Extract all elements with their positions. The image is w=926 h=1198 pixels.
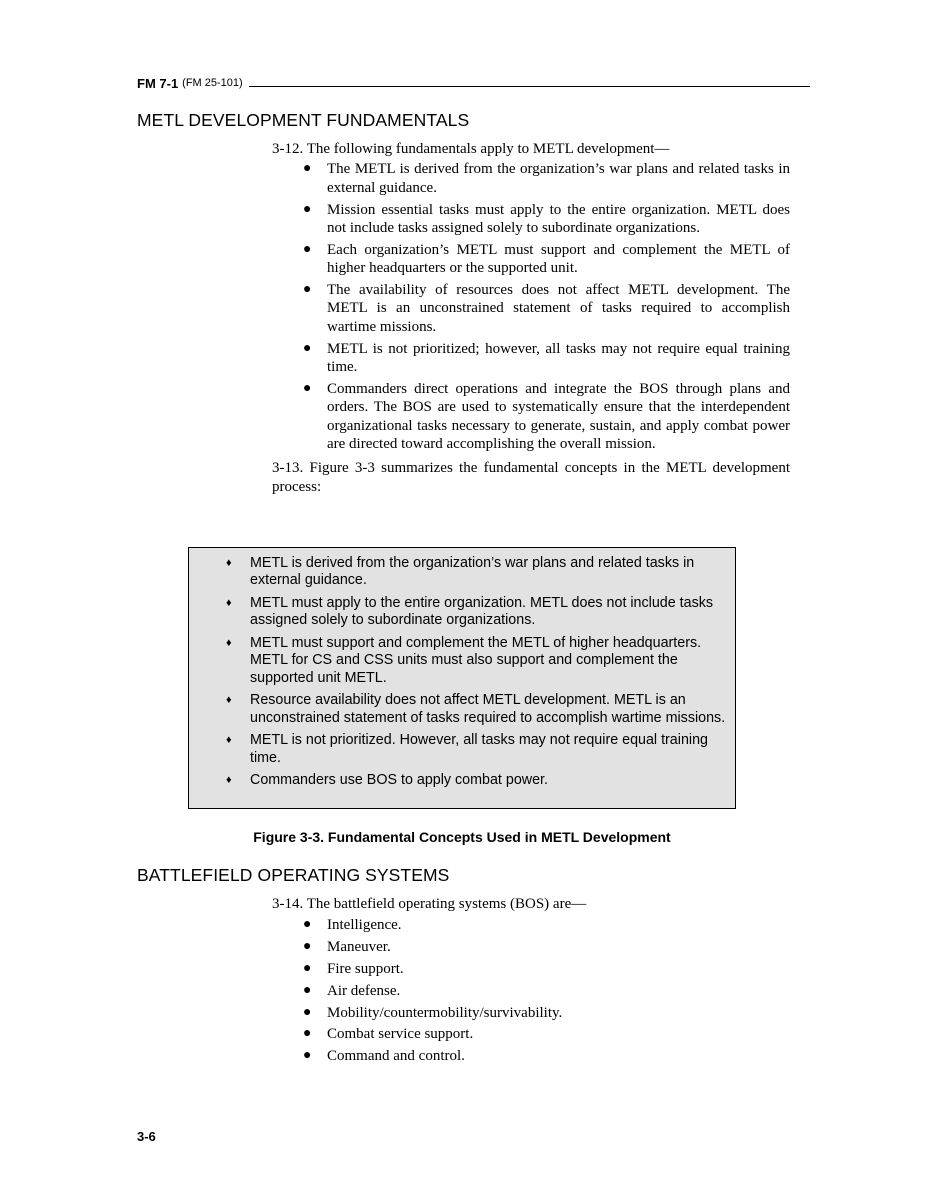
list-item: ♦ METL must apply to the entire organization. METL does not include tasks assigned solely to subordinate organizations. xyxy=(226,594,714,629)
bullet-icon: ● xyxy=(303,380,312,396)
list-item: ● Mobility/countermobility/survivability. xyxy=(303,1004,563,1021)
list-item: ● Each organization’s METL must support and complement the METL of higher headquarters or the supported unit. xyxy=(303,241,790,277)
list-item: ● Fire support. xyxy=(303,961,404,977)
header-manual-subtitle: (FM 25-101) xyxy=(182,77,243,89)
bullet-icon: ● xyxy=(303,1004,312,1020)
list-item: ● Commanders direct operations and integrate the BOS through plans and orders. The BOS are used to systematically ensure that the interdependent organizational tasks necessary to generate, sustain, and apply combat power are directed toward accomplishing the overall mission. xyxy=(303,380,790,453)
bullet-icon: ● xyxy=(303,282,312,298)
bullet-icon: ● xyxy=(303,939,312,955)
bullet-icon: ● xyxy=(303,982,312,998)
paragraph-3-14: 3-14. The battlefield operating systems (BOS) are— xyxy=(272,896,587,912)
running-header xyxy=(137,74,810,90)
bullet-icon: ● xyxy=(303,340,312,356)
diamond-bullet-icon: ♦ xyxy=(226,774,232,787)
section-heading-metl-development: METL DEVELOPMENT FUNDAMENTALS xyxy=(137,110,470,130)
list-item: ● The availability of resources does not affect METL development. The METL is an unconstrained statement of tasks required to accomplish wartime missions. xyxy=(303,282,790,335)
section-body-bos xyxy=(272,895,790,1069)
bullet-icon: ● xyxy=(303,1048,312,1064)
list-item: ● Mission essential tasks must apply to the entire organization. METL does not include tasks assigned solely to subordinate organizations. xyxy=(303,201,790,237)
figure-3-3-box xyxy=(188,547,736,809)
list-item: ♦ Resource availability does not affect METL development. METL is an unconstrained statement of tasks required to accomplish wartime missions. xyxy=(226,692,726,726)
section-heading-battlefield-operating-systems: BATTLEFIELD OPERATING SYSTEMS xyxy=(137,865,450,885)
section-body-metl-development xyxy=(272,140,790,496)
list-item: ♦ METL is not prioritized. However, all tasks may not require equal training time. xyxy=(226,732,708,766)
list-item: ♦ Commanders use BOS to apply combat power. xyxy=(226,772,548,789)
list-item: ● Maneuver. xyxy=(303,939,391,956)
diamond-bullet-icon: ♦ xyxy=(226,734,232,747)
bullet-icon: ● xyxy=(303,1026,312,1042)
figure-concepts-list xyxy=(189,555,735,790)
page-number: 3-6 xyxy=(137,1129,156,1144)
figure-caption: Figure 3-3. Fundamental Concepts Used in METL Development xyxy=(253,829,671,845)
bullet-icon: ● xyxy=(303,241,312,257)
header-manual-code: FM 7-1 xyxy=(137,76,179,91)
list-item: ♦ METL must support and complement the METL of higher headquarters. METL for CS and CSS units must also support and complement the supported unit METL. xyxy=(226,634,702,686)
diamond-bullet-icon: ♦ xyxy=(226,557,232,569)
paragraph-3-13: 3-13. Figure 3-3 summarizes the fundamental concepts in the METL development process: xyxy=(272,460,790,495)
bullet-icon: ● xyxy=(303,917,312,933)
bullet-icon: ● xyxy=(303,161,312,177)
diamond-bullet-icon: ♦ xyxy=(226,694,232,707)
diamond-bullet-icon: ♦ xyxy=(226,596,232,609)
list-item: ● Air defense. xyxy=(303,982,401,999)
diamond-bullet-icon: ♦ xyxy=(226,636,232,649)
list-item: ● The METL is derived from the organization’s war plans and related tasks in external guidance. xyxy=(303,161,790,196)
list-item: ♦ METL is derived from the organization’s war plans and related tasks in external guidance. xyxy=(226,555,695,589)
bullet-icon: ● xyxy=(303,201,312,217)
bullet-icon: ● xyxy=(303,961,312,976)
bullet-list-fundamentals xyxy=(272,160,790,453)
list-item: ● Intelligence. xyxy=(303,917,402,934)
paragraph-3-12: 3-12. The following fundamentals apply to METL development— xyxy=(272,141,670,157)
header-rule xyxy=(249,86,810,87)
bullet-list-bos xyxy=(272,916,790,1065)
list-item: ● Command and control. xyxy=(303,1048,465,1065)
list-item: ● METL is not prioritized; however, all tasks may not require equal training time. xyxy=(303,340,790,376)
list-item: ● Combat service support. xyxy=(303,1026,474,1043)
